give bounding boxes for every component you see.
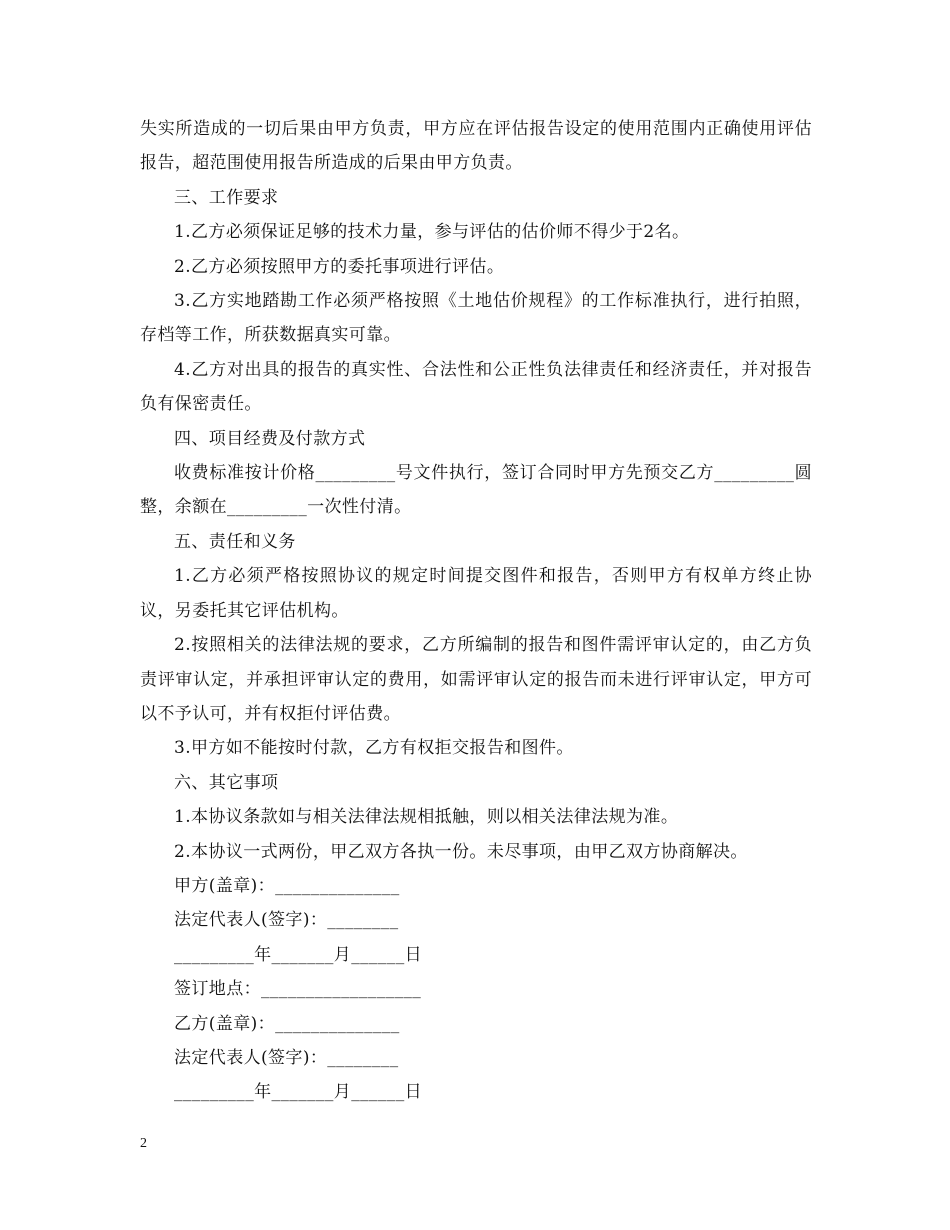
party-b-date-line: _________年_______月______日 [174, 1082, 422, 1103]
party-a-seal-line: 甲方(盖章)：______________ [174, 875, 400, 896]
clause-5-1: 1.乙方必须严格按照协议的规定时间提交图件和报告，否则甲方有权单方终止协议，另委托其它评估机构。 [140, 566, 812, 621]
clause-5-2: 2.按照相关的法律法规的要求，乙方所编制的报告和图件需评审认定的，由乙方负责评审认定，并承担评审认定的费用，如需评审认定的报告而未进行评审认定，甲方可以不予认可，并有权拒付评估费。 [140, 635, 812, 724]
party-a-representative-line: 法定代表人(签字)：________ [174, 910, 399, 931]
clause-3-3: 3.乙方实地踏勘工作必须严格按照《土地估价规程》的工作标准执行，进行拍照，存档等工作，所获数据真实可靠。 [140, 291, 812, 346]
clause-3-4: 4.乙方对出具的报告的真实性、合法性和公正性负法律责任和经济责任，并对报告负有保密责任。 [140, 359, 812, 415]
paragraph-continuation: 失实所造成的一切后果由甲方负责，甲方应在评估报告设定的使用范围内正确使用评估报告，超范围使用报告所造成的后果由甲方负责。 [140, 119, 812, 174]
party-a-date-line: _________年_______月______日 [174, 944, 422, 965]
section-heading-other-matters: 六、其它事项 [174, 772, 279, 793]
clause-6-1: 1.本协议条款如与相关法律法规相抵触，则以相关法律法规为准。 [174, 807, 679, 828]
page-number: 2 [140, 1136, 147, 1151]
clause-5-3: 3.甲方如不能按时付款，乙方有权拒交报告和图件。 [174, 738, 574, 759]
signing-location-line: 签订地点：__________________ [174, 979, 422, 1000]
clause-3-1: 1.乙方必须保证足够的技术力量，参与评估的估价师不得少于2名。 [174, 222, 690, 243]
clause-4-fee-standard: 收费标准按计价格_________号文件执行，签订合同时甲方先预交乙方_________圆整，余额在_________一次性付清。 [140, 463, 812, 518]
party-b-representative-line: 法定代表人(签字)：________ [174, 1047, 399, 1068]
clause-6-2: 2.本协议一式两份，甲乙双方各执一份。未尽事项，由甲乙双方协商解决。 [174, 841, 748, 862]
section-heading-fees-payment: 四、项目经费及付款方式 [174, 428, 366, 449]
clause-3-2: 2.乙方必须按照甲方的委托事项进行评估。 [174, 256, 505, 277]
section-heading-work-requirements: 三、工作要求 [174, 187, 279, 208]
document-body [140, 112, 812, 1110]
party-b-seal-line: 乙方(盖章)：______________ [174, 1013, 400, 1034]
section-heading-responsibilities: 五、责任和义务 [174, 531, 296, 552]
